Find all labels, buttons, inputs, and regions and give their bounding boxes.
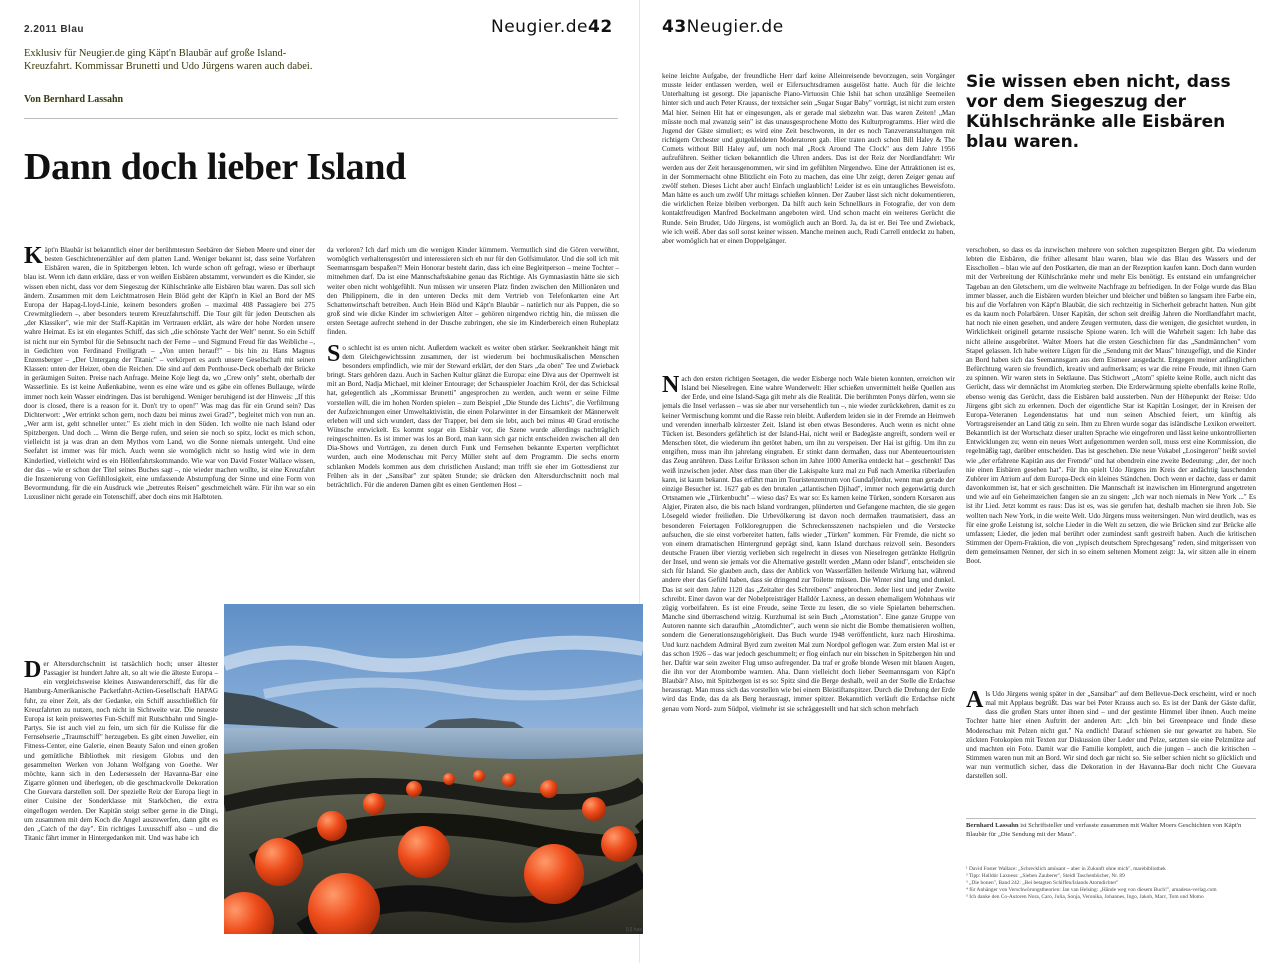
article-intro: Exklusiv für Neugier.de ging Käpt'n Blaubär auf große Island-Kreuzfahrt. Kommissar Brunetti und Udo Jürgens waren auch dabei.	[24, 48, 313, 72]
drop-cap: D	[24, 660, 42, 683]
paragraph: Nach den ersten richtigen Seetagen, die weder Eisberge noch Wale bieten konnten, erreichen wir Island bei Nieselregen. Eine wahre Wunderwelt: Hier schießen unvermittelt heiße Quellen aus der Erde, und eine Island-Saga gilt mehr als die Realität. Die berühmten Ponys dürfen, wenn sie jemals die Insel verlassen – was sie aber nur versehentlich tun –, nie wieder zurückkehren, damit es zu keiner Vermischung kommt und die Rasse rein bleibt. Außerdem leiden sie in der Fremde an Heimweh und verenden innerhalb kürzester Zeit. Island ist eben etwas Besonderes. Auch wenn es nicht ohne Tücken ist. Besonders gefährlich ist der Island-Hai, nicht weil er Badegäste angreift, sondern weil er Menschen tötet, die wiederum ihn getötet haben, um ihn zu verspeisen. Der Hai ist giftig. Um ihn zu entgiften, muss man ihn jahrelang eingraben. Er stinkt dann dermaßen, dass nur Abenteuertouristen das Zeug anrühren. Dass Leifur Eriksson schon im Jahre 1000 Amerika entdeckt hat – geschenkt! Das weiß inzwischen jeder. Aber dass man über die Lakispalte kurz mal zu Fuß nach Amerika rüberlaufen kann, ist kaum bekannt. Das erfährt man im Touristenzentrum von Gundafjördur, wenn man gerade der einzige Besucher ist. 1627 gab es den brutalen „atlantischen Djihad", immer noch gegenwärtig durch Ortsnamen wie „Türkenbucht" – wieso das? Es war so: Es kamen keine Türken, sondern Korsaren aus Algier, Piraten also, die bis nach Island vordrangen, plünderten und Gefangene machten, die sie gegen Lösegeld wieder freiließen. Die Urbevölkerung ist davon noch dermaßen traumatisiert, dass an besonderen Feiertagen Folkloregruppen die Schreckensszenen nachspielen und die Verstecke aufsuchen, die sie einst vorbereitet hatten, falls wieder „Türken" kommen. Für Fremde, die nicht so von einem dramatischen Hintergrund geprägt sind, kann Island durchaus reizvoll sein. Besonders deutsche Frauen über vierzig verlieben sich regelrecht in dieses von Nieselregen getränkte Hellgrün der Insel, und wenn sie jemals vor die Alternative gestellt werden „Mann oder Island", entscheiden sie sich für Island. Sie glauben auch, dass der Anblick von Wasserfällen heilende Wirkung hat, während andere eher das Gefühl haben, dass sie dringend zur Toilette müssen. Die Winter sind lang und dunkel. Das ist seit dem Jahre 1120 das „Zeitalter des Schreibens" angebrochen. Jeder liest und jeder Zweite schreibt. Einer davon war der Nobelpreisträger Halldór Laxness, an dessen ehemaligem Wohnhaus wir zügig vorbeifahren. Es ist eine Freude, seine Texte zu lesen, die so viele Spielarten beherrschen. Manche sind überraschend witzig. Kurzhumal ist sein Buch „Atomstation". Eine ganze Gruppe von Autoren nannte sich daraufhin „Atomdichter", auch wenn sie nicht die Bombe thematisieren wollten, sondern die Generationszugehörigkeit. Das Buch wurde 1948 veröffentlicht, kurz nach Hiroshima. Und kurz nachdem Admiral Byrd zum zweiten Mal zum Nordpol geflogen war. Zum ersten Mal ist er das schon 1926 – das war jedoch geschummelt; er flog einfach nur ein bisschen in Spitzbergen hin und her. Daftir war sein zweiter Flug umso aufregender. Da traf er große blonde Wesen mit blauen Augen, die ihn vor der Atombombe warnten. Aha. Dann vielleicht doch lieber Seemannsgarn von Käpt'n Blaubär? Also, mit Spitzbergen ist es so: Spitz sind die Berge deshalb, weil an der Stelle die Erdachse herausragt. Man muss sich das vorstellen wie bei einem Bleistiftanspitzer. Durch die Drehung der Erde wird das Ende, das da als Berg herausragt, immer spitzer. Bekanntlich verläuft die Erdachse nicht genau vom Nord- zum Südpol, vielmehr ist sie schräggestellt und hat sich schon mehrfach	[662, 375, 955, 713]
photo-illustration	[224, 604, 643, 934]
author-bio-text: ist Schriftsteller und verfasste zusammen mit Walter Moers Geschichten von Käpt'n Blaubär für „Die Sendung mit der Maus".	[966, 822, 1242, 838]
divider	[24, 118, 618, 119]
author-name: Bernhard Lassahn	[966, 822, 1019, 829]
text-column-2	[327, 246, 619, 602]
text-column-3b	[662, 375, 955, 932]
masthead-right	[662, 17, 784, 37]
paragraph: keine leichte Aufgabe, der freundliche Herr darf keine Alleinreisende bevorzugen, sein Vorgänger musste leider entlassen werden, weil er Eifersuchtsdramen ausgelöst hatte. Auch für die leichte Unterhaltung ist gesorgt. Die japanische Piano-Virtuosin Chie Ishii hat schon unzählige Seemeilen hinter sich und auch Peter Krauss, der textsicher sein „Sugar Sugar Baby" vorträgt, ist nicht zum ersten Mal hier. Seinen Hit hat er eingesungen, als er gerade mal siebzehn war. Das waren Zeiten! „Man müsste noch mal zwanzig sein" ist das unausgesprochene Motto des Kulturprogramms. Hier wird die Jugend der Gäste simuliert; es wird eine Zeit beschworen, in der es noch Tanzveranstaltungen mit richtigem Orchester und gutgekleideten Moderatoren gab. Hier traten auch schon Bill Haley & The Comets without Bill Haley auf, um noch mal „Rock Around The Clock" aus dem Jahre 1956 aufzuführen. Seither ticken bekanntlich die Uhren anders. Das ist der Reiz der Nordlandfahrt: Wir werden aus der Zeit herausgenommen, wir sind im gefühlten Nirgendwo. Eine der Attraktionen ist es, in der Sommernacht ohne Blitzlicht ein Foto zu machen, das eine Uhr zeigt, deren Zeiger genau auf zwölf stehen. Dieses Licht aber auch! Einfach unglaublich! Leider ist es ein untaugliches Beweisfoto. Man hätte es auch um zwölf Uhr mittags schießen können. Der Zauber lässt sich nicht dokumentieren, die wirklichen Reize bleiben verborgen. Da hilft auch kein Schnellkurs in Fotografie, der von dem kontaktfreudigen Manfred Bockelmann angeboten wird. Und schon macht ein weiteres Gerücht die Runde. Sein Bruder, Udo Jürgens, ist womöglich auch an Bord. Ja, da ist er. Bei Tee und Zwieback, wie ich weiß. Aber das soll sonst keiner wissen. Manche meinen auch, Rudi Carrell entdeckt zu haben, aber womöglich hat er einen Doppelgänger.	[662, 72, 955, 245]
page-number-right: 43	[662, 17, 687, 37]
masthead-brand-left: Neugier.de	[491, 17, 589, 37]
fjord-buoys-photo	[224, 604, 643, 934]
drop-cap: S	[327, 340, 341, 367]
issue-label: 2.2011 Blau	[24, 24, 84, 35]
drop-cap: K	[24, 246, 43, 269]
article-byline: Von Bernhard Lassahn	[24, 94, 124, 105]
paragraph: Der Altersdurchschnitt ist tatsächlich hoch; unser ältester Passagier ist hundert Jahre alt, so alt wie die älteste Europa – ein vergleichsweise kleines Auswandererschiff, das für die Hamburg-Amerikanische Packetfahrt-Actien-Gesellschaft HAPAG fuhr, zu einer Zeit, als der Gedanke, ein Schiff ausschließlich für Kreuzfahrten zu nutzen, noch nicht in Sichtweite war. Die neueste Europa ist kein preiswertes Fun-Schiff mit Rutschbahn und Single-Partys. Sie ist auch viel zu fein, um sich für die Kulisse für die Fernsehserie „Traumschiff" herzugeben. Es gibt einen Juwelier, ein Fitness-Center, eine Galerie, einen Beauty Salon und einen großen und gemütliche Bibliothek mit riesigem Globus und den gesammelten Werken von Johann Wolfgang von Goethe. Wer möchte, kann sich in den Ledersesseln der Havanna-Bar eine Zigarre gönnen und überlegen, ob die geschmackvolle Dekoration Che Guevara darstellen soll. Der spezielle Reiz der Europa liegt in einer Cuisine der Sonderklasse mit Starköchen, die extra eingeflogen werden. Der Kapitän steigt selber gerne in die Dingi, um zusammen mit dem Koch die Angel auszuwerfen, dann gibt es den „Catch of the day". Ein richtiges Luxusschiff also – und die Titanic fährt immer in Hintergedanken mit. Und was habe ich	[24, 660, 218, 842]
drop-cap: N	[662, 375, 680, 398]
text-column-1	[24, 246, 315, 602]
author-bio	[966, 822, 1256, 839]
paragraph: da verloren? Ich darf mich um die wenigen Kinder kümmern. Vermutlich sind die Gören verwöhnt, womöglich verhaltensgestört und interessieren sich eh nur für den Golfsimulator. Und die soll ich mit Seemannsgarn bespaßen?! Mein Honorar besteht darin, dass ich eine Begleitperson – meine Tochter – mitnehmen darf. Da ist eine Mannschaftskabine genau das Richtige. Als Gymnasiastin hätte sie sich weiter oben nicht wohlgefühlt. Nun müssen wir unseren Platz finden zwischen den Millionären und den Philippinern, die in den unteren Decks mit dem Vertrieb von Telefonkarten eine Art Schattenwirtschaft betreiben. Auch Hein Blöd und Käpt'n Blaubär – natürlich nur als Puppen, die so groß sind wie dicke Kinder im schwierigen Alter – gehören nirgendwo richtig hin, die müssen die ersten Seetage aufrecht stehend in der Dusche zubringen, ehe sie im Kinderbereich einen Ruheplatz finden.	[327, 246, 619, 337]
text-column-1b	[24, 660, 218, 932]
footnote: ⁵ Ich danke den Co-Autoren Nora, Caro, Julia, Sonja, Veronika, Johannes, Ingo, Jakob, Marc, Tom und Momo	[966, 894, 1204, 900]
article-headline: Dann doch lieber Island	[24, 146, 407, 188]
footnotes	[966, 866, 1256, 901]
divider	[966, 818, 1256, 819]
footnote: ¹ David Foster Wallace: „Schrecklich amüsant – aber in Zukunft ohne mich", marebibliothek	[966, 866, 1166, 872]
footnote: ⁴ für Anhänger von Verschwörungstheorien: Jan van Helsing: „Hände weg von diesem Buch!", amadeus-verlag.com	[966, 887, 1217, 893]
masthead-left	[491, 17, 613, 37]
drop-cap: A	[966, 690, 984, 713]
text-column-4	[966, 246, 1256, 682]
pull-quote: Sie wissen eben nicht, dass vor dem Siegeszug der Kühlschränke alle Eisbären blau waren.	[966, 72, 1231, 152]
footnote: ² Tipp: Halldór Laxness: „Sieben Zauberer", Steidl Taschenbücher, Nr. 89	[966, 873, 1125, 879]
paragraph: So schlecht ist es unten nicht. Außerdem wackelt es weiter oben stärker. Seekrankheit hängt mit dem Gleichgewichtssinn zusammen, der ist wiederum bei hochmusikalischen Menschen besonders empfindlich, wie mir der Steward erklärt, der den Stars „da oben" Tee und Zwieback bringt. Stars gehören dazu. Auch in Sachen Kultur glänzt die Europa: eine Diva aus der Opernwelt ist mit an Bord, Nadja Michael, mit kleiner Entourage; der Schauspieler Joachim Król, der das Schicksal hat, gelegentlich als „Kommissar Brunetti" angesprochen zu werden, auch wenn er seine Filme vorstellen will, die im hohen Norden spielen – zum Beispiel „Die Stunde des Lichts", die Verfilmung der Aufzeichnungen einer Umweltaktivistin, die einen Polarwinter in der Einsamkeit der Männerwelt erleben will und sich wundert, dass der Trapper, bei dem sie lebt, auch bei minus 40 Grad erotische Wünsche entwickelt. Es kommt sogar ein Eisbär vor, die Szene wurde allerdings nachträglich reingeschnitten. Es ist immer was los an Bord, man kann sich gar nicht entscheiden zwischen all den Dia-Shows und Vorträgen, zu denen durch Funk und Fernsehen bekannte Experten verpflichtet wurden, auch eine Modenschau mit Percy Müller steht auf dem Programm. Die sechs enorm schlanken Models kommen aus dem christlichen Ausland; man trifft sie eher im Gottesdienst zur Frühen als in der „Sansibar" zur späten Stunde; sie drücken den Altersdurchschnitt noch mal beträchtlich. Für die anderen Damen gibt es einen Gentlemen Host –	[327, 340, 619, 489]
page-number-left: 42	[588, 17, 613, 37]
masthead-brand-right: Neugier.de	[686, 17, 784, 37]
text-column-3	[662, 72, 955, 367]
paragraph: Käpt'n Blaubär ist bekanntlich einer der berühmtesten Seebären der Sieben Meere und einer der besten Geschichtenerzähler auf dem platten Land. Weniger bekannt ist, dass seine Vorfahren Eisbären waren, die in Spitzbergen lebten. Ich wurde schon oft gefragt, wieso er überhaupt blau ist. Wenn ich dann erkläre, dass er von weißen Eisbären abstammt, verwundert es die Kinder, sie wissen eben nicht, dass vor dem Siegeszug der Kühlschränke alle Eisbären blau waren. Das soll sich ändern. Zusammen mit dem Leichtmatrosen Hein Blöd geht der Käpt'n in Kiel an Bord der MS Europa der Hapag-Lloyd-Linie, keinem besonders großen – maximal 408 Passagiere bei 275 Crewmitgliedern –, aber besonders teurem Kreuzfahrtschiff. Die Tour gilt für jeden Deutschen als „der Klassiker", wie mir der Staff-Kapitän im Vertrauen erklärt, als wäre der hohe Norden unsere wahre Heimat. Es ist ein elegantes Schiff, das sich „die schönste Yacht der Welt" nennt. So ein Schiff ist nicht nur ein Symbol für die Sehnsucht nach der Ferne – und Sigmund Freud für das Weibliche –, in Gedichten von Ferdinand Freiligrath – „Von unten herauf!" – bis hin zu Hans Magnus Enzensberger – „Der Untergang der Titanic" – verkörpert es auch unsere Gesellschaft mit seinen Klassen: unten der Heizer, oben die Reichen. Die sind auf dem Penthouse-Deck oberhalb der Brücke in geräumigen Suiten. Preise nach Anfrage. Meine Koje liegt da, wo „Crew only" steht, oberhalb der Wasserlinie. Es ist keine Außenkabine, wenn es eine wäre und es gäbe ein offenes Bullauge, würde immer noch kein Wasser eindringen. Das ist beruhigend. Weniger beruhigend ist der Hinweis: „If this door is closed, there is a reason for it. Don't try to open!" Was mag das für ein Grund sein? Das Dichterwort: „Wer ertrinkt schon gern, noch dazu bei minus zwei Grad?", begleitet mich von nun an. „Wer arm ist, geht schneller unter." Es zieht mich in den Süden. Ich wollte nie nach Island oder Spitzbergen. Und doch ... Wenn die Berge rufen, und seien sie noch so spitz, lockt es mich schon, vielleicht ist ja was dran an dem Mythos vom Land, wo die Sonne niemals untergeht. Und eine Seefahrt ist immer was für mich. Auch wenn sie womöglich nicht so lustig wird wie in dem Kinderlied, vielleicht wird es ein Höllenfahrtskommando. Wie war von David Foster Wallace wissen, der das – wie er schon der Titel seines Buches sagt –, nie wieder machen wollte, ist eine Kreuzfahrt die Inszenierung von Gefühllosigkeit, eine umfassende Abstumpfung der Sinne und eine Form von Bevormundung, für die ein Ausdruck wie „betreutes Reisen" geschmeichelt wäre. Für ihn war so ein Luxusliner nicht gerade ein Totenschiff, aber doch eins mit Halbtoten.	[24, 246, 315, 502]
paragraph: Als Udo Jürgens wenig später in der „Sansibar" auf dem Bellevue-Deck erscheint, wird er noch mal mit Applaus begrüßt. Das war bei Peter Krauss auch so. Es ist der Dank der Gäste dafür, dass die großen Stars unter ihnen sind – und der gestimte Himmel über ihnen. Auch meine Tochter hatte hier einen Auftritt der anderen Art: „Ich bin bei Greenpeace und finde diese Modenschau mit Pelzen nicht gut." Na endlich! Darauf schienen sie nur gewartet zu haben. Sie zückten Fotokopien mit Texten zur Diskussion über Leder und Pelze, setzten sie eine Pelzmütze auf und machten ein Foto. Damit war die Familie komplett, auch die jungen – auch die kritischen – Stimmen waren nun mit an Bord. Wir sind doch gar nicht so. Sie selber schien nicht so glücklich und war nun vermutlich sicher, dass die Dekoration in der Havanna-Bar doch nicht Che Guevara darstellen soll.	[966, 690, 1256, 781]
text-column-4b	[966, 690, 1256, 815]
footnote: ³ „Die bonen", Band 242: „Bei betagten Schiffen/Islands Atomdichter"	[966, 880, 1119, 886]
paragraph: verschoben, so dass es da inzwischen mehrere von solchen zugespitzten Bergen gibt. Da wiederum lebten die Eisbären, die früher allesamt blau waren, blau wie das Blau des Wassers und der Eisschollen – blau wie auf den Postkarten, die man an der Rezeption kaufen kann. Doch dann wurden mit der Verbreitung der Kühlschränke mehr und mehr Eis benötigt. Es entstand ein umfangreicher Tagebau an den Gletschern, um die weltweite Nachfrage zu befriedigen. In der Folge wurde das Blau immer blasser, auch die Eisbären wurden bleicher und bleicher und büßten so langsam ihre Farbe ein, bis auf die Vorfahren von Käpt'n Blaubär, die sich rechtzeitig in Sicherheit gebracht hatten. Nun gibt es da kaum noch Polarbären. Unser Kapitän, der schon seit dreißig Jahren die Nordlandfahrt macht, hat noch nie einen gesehen, und andere Zeugen vermuten, dass die wenigen, die gesichtet wurden, in Wirklichkeit originell getarnte russische Spione waren. Ich will die Wahrheit sagen: Ich habe das nicht alleine ausgebrütet. Walter Moers hat die ersten Geschichten für das „Sandmännchen" vom Stapel gelassen. Ich habe weitere Lügen für die „Sendung mit der Maus" hinzugefügt, und die Kinder an Bord haben sich das Seemannsgarn aus dem Eismeer ausgedacht. Entgegen meiner anfänglichen Befürchtung waren sie freundlich, kreativ und aufmerksam; es war die reine Freude, mit ihnen Garn zu spinnen. Wir waren stets in Sektlaune. Das Stichwort „Atom" spielte keine Rolle, auch nicht das Gerücht, dass wir demnächst im Atomkrieg sterben. Die Erderwärmung spielte ebenfalls keine Rolle, ebenso wenig das Gerücht, dass die Eisbären bald aussterben. Nun der Höhepunkt der Reise: Udo Jürgens gibt sich zu erkennen. Doch der eigentliche Star ist Kapitän Losinger, der in Kreisen der Europa-Veteranen Legendenstatus hat und nun seinen Abschied feiert, um künftig als Vortragsreisender an Land tätig zu sein. Ihm zu Ehren wurde sogar das isländische Lexikon erweitert. Bekanntlich ist der Wortschatz dieser uralten Sprache wie eingefroren und lässt keine unkontrollierten Entwicklungen zu; wenn ein neues Wort aufgenommen werden soll, muss erst eine Kommission, die regelmäßig tagt, darüber entscheiden. Das ist geschehen. Die neue Vokabel „Losingeron" heißt soviel wie „der erfahrene Kapitän aus der Fremde" und hat obendrein eine zweite Bedeutung: „der, der noch nie einen Eisbären gesehen hat". Für ihn spielt Udo Jürgens im Kreis der andächtig lauschenden Zuhörer im Atrium auf dem Europa-Deck ein kleines Ständchen. Doch wenn er dachte, dass er damit davonkommen ist, hat er sich geschnitten. Die Mannschaft ist inzwischen im Hintergrund angetreten und wie auf ein Geheimzeichen fangen sie an zu singen: „Ich war noch niemals in New York ..." Es ist ihr Lied. Jetzt kommt es raus: Das ist es, was sie gerufen hat, deshalb machen sie ihren Job. Sie wollten nach New York, in die weite Welt. Udo Jürgens muss weitersingen. Nun wird deutlich, was es für eine große Leistung ist, solche Lieder in die Welt zu setzen, die wie Brücken sind zur Brücke alle umfassen; Lieder, die jeden mal berührt oder zumindest sanft gestreift haben. Auch die kritischen Stimmen der Opern-Fraktion, die von „typisch deutschem Sprechgesang" reden, sind mitgerissen von dem gemeinsamen Nenner, der sich in so einem seltenen Moment zeigt: Ja, wir sitzen alle in einem Boot.	[966, 246, 1256, 566]
photo-credit: [U] has	[626, 927, 642, 933]
